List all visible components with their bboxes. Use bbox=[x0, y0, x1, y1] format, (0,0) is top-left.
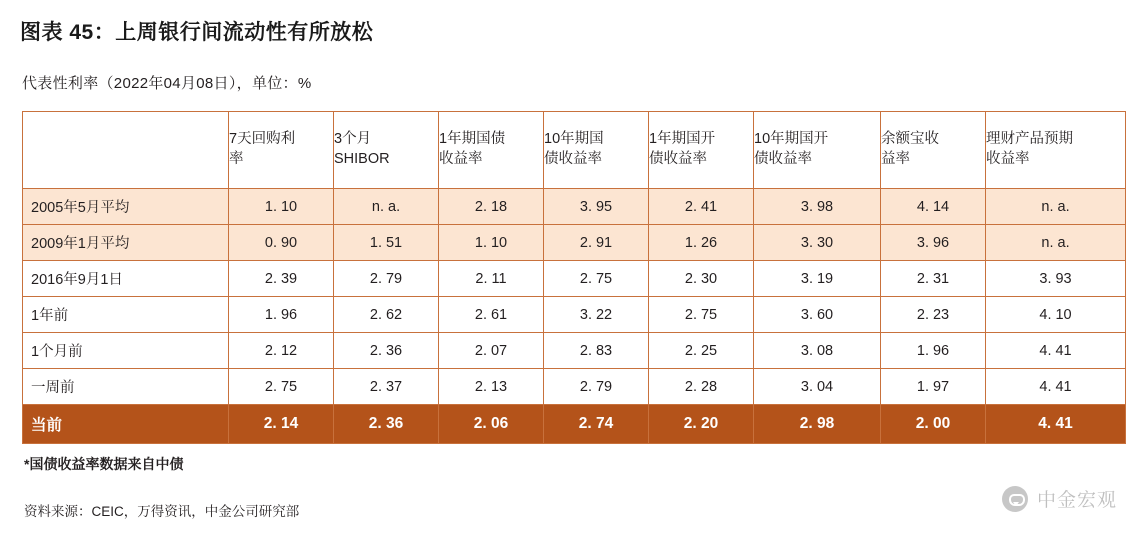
watermark bbox=[1002, 485, 1117, 512]
table-row bbox=[23, 333, 1126, 369]
cell-value: 2. 18 bbox=[439, 189, 544, 225]
cell-value: 2. 75 bbox=[229, 369, 334, 405]
header-line-2: 收益率 bbox=[439, 151, 483, 167]
cell-value: 2. 61 bbox=[439, 297, 544, 333]
column-header-cgb1y bbox=[439, 112, 544, 189]
cell-value: 1. 26 bbox=[649, 225, 754, 261]
column-header-repo7d bbox=[229, 112, 334, 189]
cell-value: 1. 51 bbox=[334, 225, 439, 261]
rates-table bbox=[22, 111, 1126, 444]
row-label: 2005年5月平均 bbox=[23, 189, 229, 225]
header-line-1: 10年期国 bbox=[544, 131, 604, 148]
cell-value: 1. 97 bbox=[881, 369, 986, 405]
cell-value: 2. 11 bbox=[439, 261, 544, 297]
header-line-1: 1年期国债 bbox=[439, 131, 506, 148]
cell-value: 2. 28 bbox=[649, 369, 754, 405]
cell-value: n. a. bbox=[986, 225, 1126, 261]
cell-value: 4. 14 bbox=[881, 189, 986, 225]
cell-value: 3. 96 bbox=[881, 225, 986, 261]
cell-value: 2. 98 bbox=[754, 405, 881, 444]
cell-value: 0. 90 bbox=[229, 225, 334, 261]
row-label: 一周前 bbox=[23, 369, 229, 405]
column-header-cdb1y bbox=[649, 112, 754, 189]
wechat-account-icon bbox=[1002, 486, 1028, 512]
page-title: 图表 45：上周银行间流动性有所放松 bbox=[20, 21, 374, 44]
column-header-wmp bbox=[986, 112, 1126, 189]
header-line-2: 债收益率 bbox=[754, 151, 812, 167]
table-row-current bbox=[23, 405, 1126, 444]
cell-value: 4. 41 bbox=[986, 405, 1126, 444]
column-header-cdb10y bbox=[754, 112, 881, 189]
cell-value: 2. 20 bbox=[649, 405, 754, 444]
header-line-1: 余额宝收 bbox=[881, 131, 939, 148]
cell-value: 3. 98 bbox=[754, 189, 881, 225]
cell-value: 2. 91 bbox=[544, 225, 649, 261]
cell-value: n. a. bbox=[334, 189, 439, 225]
row-label: 2016年9月1日 bbox=[23, 261, 229, 297]
cell-value: n. a. bbox=[986, 189, 1126, 225]
cell-value: 1. 96 bbox=[881, 333, 986, 369]
figure-subtitle: 代表性利率（2022年04月08日），单位：% bbox=[22, 75, 312, 92]
cell-value: 2. 75 bbox=[649, 297, 754, 333]
cell-value: 3. 22 bbox=[544, 297, 649, 333]
table-row bbox=[23, 369, 1126, 405]
cell-value: 2. 06 bbox=[439, 405, 544, 444]
header-line-1: 3个月 bbox=[334, 131, 372, 148]
table-footnote: *国债收益率数据来自中债 bbox=[24, 456, 184, 472]
cell-value: 2. 23 bbox=[881, 297, 986, 333]
header-line-1: 7天回购利 bbox=[229, 131, 296, 148]
row-label: 2009年1月平均 bbox=[23, 225, 229, 261]
cell-value: 2. 74 bbox=[544, 405, 649, 444]
cell-value: 2. 62 bbox=[334, 297, 439, 333]
cell-value: 2. 39 bbox=[229, 261, 334, 297]
table-row bbox=[23, 297, 1126, 333]
cell-value: 4. 10 bbox=[986, 297, 1126, 333]
cell-value: 4. 41 bbox=[986, 369, 1126, 405]
cell-value: 3. 93 bbox=[986, 261, 1126, 297]
table-row bbox=[23, 261, 1126, 297]
cell-value: 2. 83 bbox=[544, 333, 649, 369]
cell-value: 2. 36 bbox=[334, 405, 439, 444]
cell-value: 2. 12 bbox=[229, 333, 334, 369]
header-line-1: 理财产品预期 bbox=[986, 131, 1073, 148]
cell-value: 2. 41 bbox=[649, 189, 754, 225]
cell-value: 2. 75 bbox=[544, 261, 649, 297]
header-line-1: 1年期国开 bbox=[649, 131, 716, 148]
table-row bbox=[23, 225, 1126, 261]
cell-value: 4. 41 bbox=[986, 333, 1126, 369]
column-header-shibor3m bbox=[334, 112, 439, 189]
table-row bbox=[23, 189, 1126, 225]
cell-value: 2. 79 bbox=[334, 261, 439, 297]
cell-value: 3. 19 bbox=[754, 261, 881, 297]
header-line-2: 益率 bbox=[881, 151, 910, 167]
cell-value: 1. 96 bbox=[229, 297, 334, 333]
row-label: 1年前 bbox=[23, 297, 229, 333]
cell-value: 1. 10 bbox=[229, 189, 334, 225]
header-line-2: 率 bbox=[229, 151, 244, 167]
cell-value: 2. 00 bbox=[881, 405, 986, 444]
watermark-text: 中金宏观 bbox=[1036, 490, 1117, 511]
column-header-corner bbox=[23, 112, 229, 189]
cell-value: 2. 14 bbox=[229, 405, 334, 444]
cell-value: 1. 10 bbox=[439, 225, 544, 261]
cell-value: 2. 31 bbox=[881, 261, 986, 297]
cell-value: 3. 95 bbox=[544, 189, 649, 225]
header-line-2: 债收益率 bbox=[544, 151, 602, 167]
row-label: 1个月前 bbox=[23, 333, 229, 369]
source-note: 资料来源：CEIC，万得资讯，中金公司研究部 bbox=[24, 504, 300, 519]
cell-value: 2. 37 bbox=[334, 369, 439, 405]
table-header-row bbox=[23, 112, 1126, 189]
header-line-2: 收益率 bbox=[986, 151, 1030, 167]
header-line-1: 10年期国开 bbox=[754, 131, 829, 148]
column-header-yuebao bbox=[881, 112, 986, 189]
column-header-cgb10y bbox=[544, 112, 649, 189]
cell-value: 3. 60 bbox=[754, 297, 881, 333]
cell-value: 2. 25 bbox=[649, 333, 754, 369]
cell-value: 3. 08 bbox=[754, 333, 881, 369]
cell-value: 2. 79 bbox=[544, 369, 649, 405]
cell-value: 3. 30 bbox=[754, 225, 881, 261]
cell-value: 2. 30 bbox=[649, 261, 754, 297]
cell-value: 2. 36 bbox=[334, 333, 439, 369]
row-label: 当前 bbox=[23, 405, 229, 444]
cell-value: 2. 07 bbox=[439, 333, 544, 369]
cell-value: 3. 04 bbox=[754, 369, 881, 405]
header-line-2: 债收益率 bbox=[649, 151, 707, 167]
cell-value: 2. 13 bbox=[439, 369, 544, 405]
header-line-2: SHIBOR bbox=[334, 151, 390, 167]
